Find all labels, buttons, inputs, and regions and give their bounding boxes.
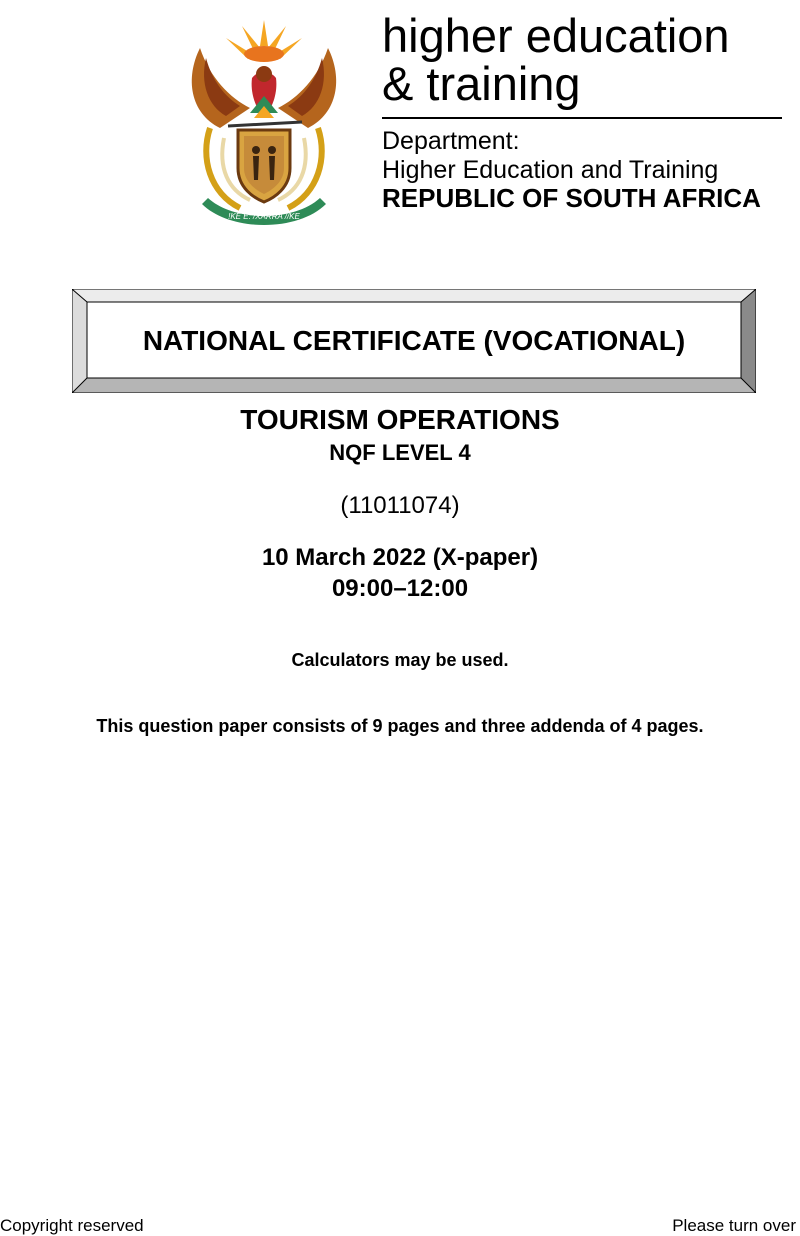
department-name: Higher Education and Training	[382, 156, 719, 184]
nqf-level: NQF LEVEL 4	[329, 440, 471, 465]
copyright-notice: Copyright reserved	[0, 1216, 144, 1235]
subject-code: (11011074)	[340, 492, 460, 519]
certificate-title: NATIONAL CERTIFICATE (VOCATIONAL)	[142, 325, 686, 356]
svg-text:!KE E: /XARRA //KE: !KE E: /XARRA //KE	[228, 212, 300, 221]
department-label: Department:	[382, 127, 520, 155]
brand-line-1: higher education	[382, 9, 730, 62]
turn-over-notice: Please turn over	[672, 1216, 796, 1235]
country-name: REPUBLIC OF SOUTH AFRICA	[382, 183, 761, 213]
brand-divider	[382, 117, 782, 119]
brand-wordmark	[382, 9, 730, 110]
brand-line-2: & training	[382, 57, 581, 110]
subject-title: TOURISM OPERATIONS	[240, 404, 560, 435]
coat-of-arms-icon	[180, 18, 348, 233]
calculator-note: Calculators may be used.	[291, 650, 509, 670]
exam-time: 09:00–12:00	[331, 575, 469, 602]
exam-date: 10 March 2022 (X-paper)	[261, 544, 539, 571]
pages-note: This question paper consists of 9 pages and three addenda of 4 pages.	[96, 716, 704, 736]
